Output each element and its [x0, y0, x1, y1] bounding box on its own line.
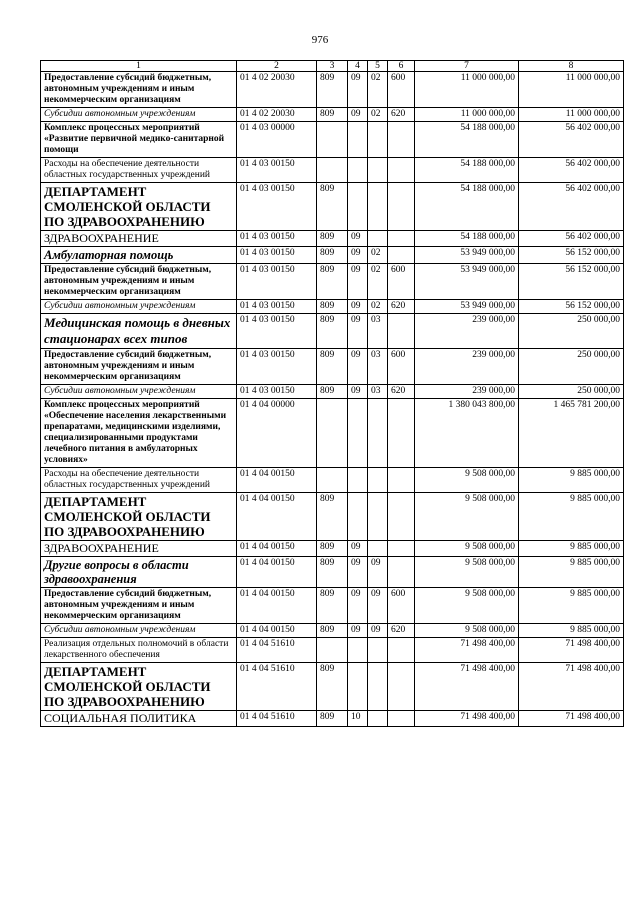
row-subsection: 02 [368, 264, 388, 300]
row-code: 01 4 04 00000 [237, 399, 317, 468]
row-section: 09 [348, 264, 368, 300]
row-name: Комплекс процессных мероприятий «Развитие первичной медико-санитарной помощи [41, 122, 237, 158]
row-section [348, 493, 368, 541]
row-amount-year1: 71 498 400,00 [415, 638, 519, 663]
row-amount-year2: 56 152 000,00 [519, 247, 624, 264]
row-section: 09 [348, 231, 368, 247]
row-section: 09 [348, 588, 368, 624]
row-section [348, 122, 368, 158]
row-name: Предоставление субсидий бюджетным, автономным учреждениям и иным некоммерческим организациям [41, 588, 237, 624]
row-section: 09 [348, 300, 368, 314]
row-ministry [317, 158, 348, 183]
row-subsection [368, 663, 388, 711]
row-amount-year2: 1 465 781 200,00 [519, 399, 624, 468]
row-ministry: 809 [317, 493, 348, 541]
table-row [41, 557, 624, 588]
column-header-7: 7 [415, 61, 519, 72]
row-expense-type [388, 247, 415, 264]
row-amount-year1: 9 508 000,00 [415, 468, 519, 493]
row-amount-year2: 9 885 000,00 [519, 624, 624, 638]
row-ministry: 809 [317, 231, 348, 247]
row-expense-type: 600 [388, 588, 415, 624]
row-amount-year1: 54 188 000,00 [415, 231, 519, 247]
row-code: 01 4 04 00150 [237, 624, 317, 638]
table-row [41, 385, 624, 399]
row-subsection [368, 541, 388, 557]
row-subsection [368, 711, 388, 727]
row-subsection: 09 [368, 624, 388, 638]
row-ministry: 809 [317, 624, 348, 638]
row-section [348, 399, 368, 468]
row-subsection [368, 231, 388, 247]
row-name: Предоставление субсидий бюджетным, автономным учреждениям и иным некоммерческим организациям [41, 72, 237, 108]
table-row [41, 108, 624, 122]
row-name: Медицинская помощь в дневных стационарах всех типов [41, 314, 237, 349]
row-ministry: 809 [317, 247, 348, 264]
budget-table [40, 60, 624, 727]
row-section: 09 [348, 557, 368, 588]
row-amount-year1: 9 508 000,00 [415, 588, 519, 624]
row-amount-year2: 56 402 000,00 [519, 183, 624, 231]
row-code: 01 4 04 51610 [237, 663, 317, 711]
row-ministry: 809 [317, 711, 348, 727]
row-amount-year1: 1 380 043 800,00 [415, 399, 519, 468]
row-name: ЗДРАВООХРАНЕНИЕ [41, 541, 237, 557]
row-subsection [368, 468, 388, 493]
row-expense-type [388, 711, 415, 727]
table-row [41, 349, 624, 385]
row-expense-type [388, 314, 415, 349]
row-amount-year1: 53 949 000,00 [415, 300, 519, 314]
row-section [348, 183, 368, 231]
row-name: Расходы на обеспечение деятельности областных государственных учреждений [41, 468, 237, 493]
row-subsection: 02 [368, 72, 388, 108]
row-code: 01 4 03 00150 [237, 385, 317, 399]
table-row [41, 624, 624, 638]
table-row [41, 122, 624, 158]
row-name: СОЦИАЛЬНАЯ ПОЛИТИКА [41, 711, 237, 727]
row-subsection: 03 [368, 385, 388, 399]
row-ministry: 809 [317, 264, 348, 300]
row-expense-type [388, 231, 415, 247]
row-expense-type [388, 183, 415, 231]
row-name: Расходы на обеспечение деятельности областных государственных учреждений [41, 158, 237, 183]
table-row [41, 638, 624, 663]
row-code: 01 4 02 20030 [237, 72, 317, 108]
column-header-3: 3 [317, 61, 348, 72]
row-amount-year1: 239 000,00 [415, 385, 519, 399]
row-expense-type: 620 [388, 624, 415, 638]
row-amount-year2: 56 402 000,00 [519, 122, 624, 158]
row-amount-year1: 9 508 000,00 [415, 541, 519, 557]
table-row [41, 314, 624, 349]
column-header-4: 4 [348, 61, 368, 72]
row-code: 01 4 03 00150 [237, 183, 317, 231]
table-row [41, 183, 624, 231]
row-subsection: 03 [368, 349, 388, 385]
row-subsection [368, 399, 388, 468]
row-amount-year2: 11 000 000,00 [519, 72, 624, 108]
row-ministry [317, 638, 348, 663]
table-row [41, 158, 624, 183]
row-subsection: 09 [368, 557, 388, 588]
row-name: ДЕПАРТАМЕНТ СМОЛЕНСКОЙ ОБЛАСТИ ПО ЗДРАВООХРАНЕНИЮ [41, 493, 237, 541]
table-row [41, 72, 624, 108]
row-name: Субсидии автономным учреждениям [41, 624, 237, 638]
row-code: 01 4 03 00150 [237, 231, 317, 247]
row-expense-type: 620 [388, 108, 415, 122]
row-ministry: 809 [317, 72, 348, 108]
row-code: 01 4 04 00150 [237, 541, 317, 557]
row-name: ЗДРАВООХРАНЕНИЕ [41, 231, 237, 247]
row-code: 01 4 04 51610 [237, 711, 317, 727]
row-section: 09 [348, 541, 368, 557]
table-row [41, 399, 624, 468]
row-amount-year2: 71 498 400,00 [519, 638, 624, 663]
column-header-5: 5 [368, 61, 388, 72]
row-amount-year2: 9 885 000,00 [519, 557, 624, 588]
row-subsection: 02 [368, 247, 388, 264]
row-ministry: 809 [317, 183, 348, 231]
row-subsection [368, 122, 388, 158]
row-ministry [317, 399, 348, 468]
row-expense-type [388, 663, 415, 711]
row-expense-type [388, 557, 415, 588]
table-row [41, 541, 624, 557]
row-code: 01 4 03 00150 [237, 349, 317, 385]
row-expense-type [388, 122, 415, 158]
row-amount-year2: 56 402 000,00 [519, 231, 624, 247]
row-amount-year1: 239 000,00 [415, 349, 519, 385]
row-ministry: 809 [317, 588, 348, 624]
row-subsection: 02 [368, 108, 388, 122]
row-name: ДЕПАРТАМЕНТ СМОЛЕНСКОЙ ОБЛАСТИ ПО ЗДРАВООХРАНЕНИЮ [41, 663, 237, 711]
row-amount-year2: 71 498 400,00 [519, 663, 624, 711]
row-name: Субсидии автономным учреждениям [41, 108, 237, 122]
row-name: Предоставление субсидий бюджетным, автономным учреждениям и иным некоммерческим организациям [41, 264, 237, 300]
row-section [348, 468, 368, 493]
row-ministry: 809 [317, 663, 348, 711]
row-name: Субсидии автономным учреждениям [41, 300, 237, 314]
row-name: Комплекс процессных мероприятий «Обеспечение населения лекарственными препаратами, медицинскими изделиями, специализированными продуктами лечебного питания в амбулаторных условиях» [41, 399, 237, 468]
column-header-2: 2 [237, 61, 317, 72]
row-amount-year1: 53 949 000,00 [415, 247, 519, 264]
row-amount-year1: 54 188 000,00 [415, 122, 519, 158]
row-section: 09 [348, 385, 368, 399]
row-amount-year2: 9 885 000,00 [519, 468, 624, 493]
row-expense-type: 600 [388, 264, 415, 300]
row-subsection [368, 493, 388, 541]
row-code: 01 4 04 51610 [237, 638, 317, 663]
table-row [41, 231, 624, 247]
row-amount-year1: 9 508 000,00 [415, 493, 519, 541]
row-expense-type [388, 493, 415, 541]
table-body [41, 72, 624, 727]
row-amount-year1: 239 000,00 [415, 314, 519, 349]
row-section [348, 158, 368, 183]
row-name: ДЕПАРТАМЕНТ СМОЛЕНСКОЙ ОБЛАСТИ ПО ЗДРАВООХРАНЕНИЮ [41, 183, 237, 231]
row-expense-type [388, 468, 415, 493]
table-row [41, 663, 624, 711]
column-header-1: 1 [41, 61, 237, 72]
row-code: 01 4 03 00150 [237, 300, 317, 314]
row-code: 01 4 04 00150 [237, 557, 317, 588]
row-ministry [317, 122, 348, 158]
row-amount-year2: 71 498 400,00 [519, 711, 624, 727]
row-code: 01 4 04 00150 [237, 468, 317, 493]
table-row [41, 588, 624, 624]
row-name: Амбулаторная помощь [41, 247, 237, 264]
row-section: 09 [348, 624, 368, 638]
row-subsection [368, 638, 388, 663]
row-amount-year2: 250 000,00 [519, 349, 624, 385]
row-subsection [368, 183, 388, 231]
row-amount-year1: 54 188 000,00 [415, 183, 519, 231]
row-amount-year1: 71 498 400,00 [415, 711, 519, 727]
row-amount-year1: 11 000 000,00 [415, 108, 519, 122]
row-ministry: 809 [317, 349, 348, 385]
table-row [41, 711, 624, 727]
row-code: 01 4 03 00150 [237, 314, 317, 349]
row-subsection: 09 [368, 588, 388, 624]
row-subsection: 02 [368, 300, 388, 314]
row-amount-year1: 71 498 400,00 [415, 663, 519, 711]
row-expense-type [388, 541, 415, 557]
row-code: 01 4 03 00150 [237, 247, 317, 264]
row-name: Предоставление субсидий бюджетным, автономным учреждениям и иным некоммерческим организациям [41, 349, 237, 385]
row-expense-type: 600 [388, 349, 415, 385]
row-amount-year2: 9 885 000,00 [519, 493, 624, 541]
row-expense-type [388, 158, 415, 183]
row-section: 09 [348, 247, 368, 264]
table-row [41, 468, 624, 493]
row-ministry: 809 [317, 541, 348, 557]
row-section [348, 638, 368, 663]
row-amount-year2: 9 885 000,00 [519, 588, 624, 624]
row-ministry: 809 [317, 314, 348, 349]
row-name: Реализация отдельных полномочий в области лекарственного обеспечения [41, 638, 237, 663]
row-ministry: 809 [317, 108, 348, 122]
row-name: Другие вопросы в области здравоохранения [41, 557, 237, 588]
row-section: 09 [348, 349, 368, 385]
row-code: 01 4 02 20030 [237, 108, 317, 122]
column-header-8: 8 [519, 61, 624, 72]
row-code: 01 4 04 00150 [237, 493, 317, 541]
row-amount-year2: 56 152 000,00 [519, 264, 624, 300]
row-amount-year2: 9 885 000,00 [519, 541, 624, 557]
row-section: 09 [348, 108, 368, 122]
row-amount-year2: 250 000,00 [519, 385, 624, 399]
row-ministry: 809 [317, 385, 348, 399]
row-subsection [368, 158, 388, 183]
row-amount-year1: 11 000 000,00 [415, 72, 519, 108]
row-ministry: 809 [317, 557, 348, 588]
row-name: Субсидии автономным учреждениям [41, 385, 237, 399]
row-section: 09 [348, 314, 368, 349]
row-code: 01 4 03 00000 [237, 122, 317, 158]
table-row [41, 247, 624, 264]
row-section: 10 [348, 711, 368, 727]
row-amount-year1: 9 508 000,00 [415, 624, 519, 638]
page-number: 976 [311, 34, 329, 46]
row-expense-type: 600 [388, 72, 415, 108]
row-subsection: 03 [368, 314, 388, 349]
row-amount-year2: 11 000 000,00 [519, 108, 624, 122]
row-expense-type [388, 399, 415, 468]
header-row [41, 61, 624, 72]
row-amount-year2: 56 402 000,00 [519, 158, 624, 183]
row-code: 01 4 03 00150 [237, 264, 317, 300]
row-code: 01 4 03 00150 [237, 158, 317, 183]
row-amount-year2: 56 152 000,00 [519, 300, 624, 314]
row-amount-year1: 54 188 000,00 [415, 158, 519, 183]
row-expense-type: 620 [388, 385, 415, 399]
row-code: 01 4 04 00150 [237, 588, 317, 624]
row-section [348, 663, 368, 711]
row-amount-year1: 53 949 000,00 [415, 264, 519, 300]
row-expense-type [388, 638, 415, 663]
table-row [41, 264, 624, 300]
row-ministry: 809 [317, 300, 348, 314]
row-amount-year1: 9 508 000,00 [415, 557, 519, 588]
row-ministry [317, 468, 348, 493]
column-header-6: 6 [388, 61, 415, 72]
table-row [41, 493, 624, 541]
row-amount-year2: 250 000,00 [519, 314, 624, 349]
table-row [41, 300, 624, 314]
row-expense-type: 620 [388, 300, 415, 314]
row-section: 09 [348, 72, 368, 108]
